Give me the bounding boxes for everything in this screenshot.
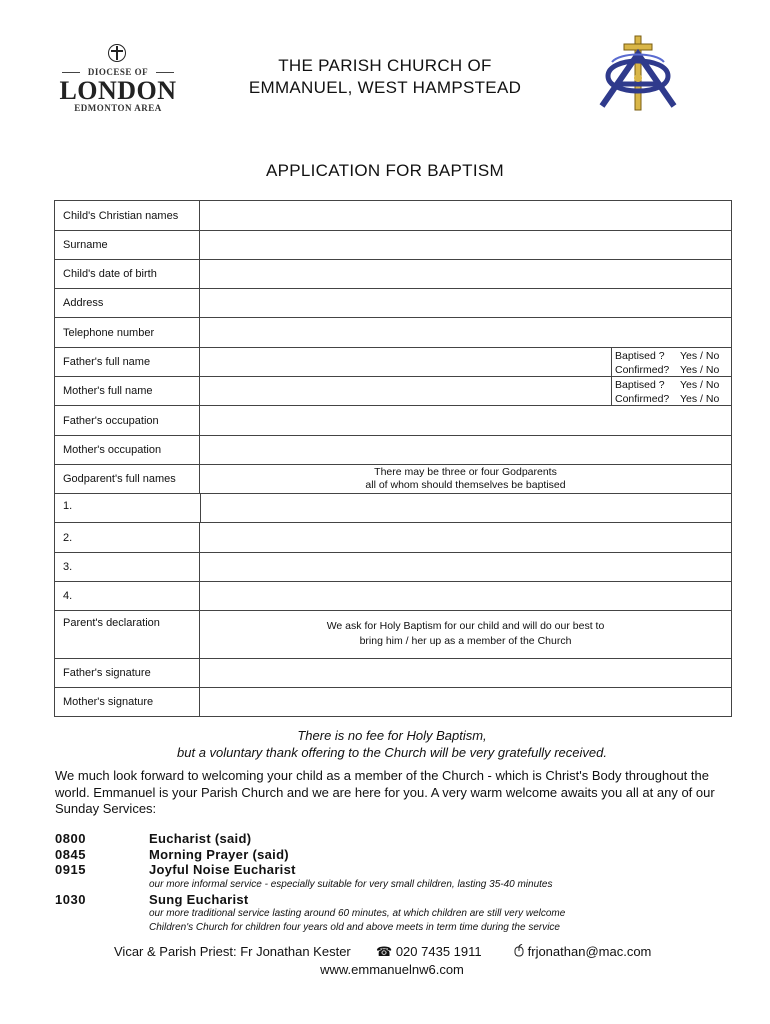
service-name: Joyful Noise Eucharist	[149, 862, 296, 877]
yes-no[interactable]: Yes / No	[680, 364, 720, 376]
divider	[156, 72, 174, 73]
field-surname[interactable]	[200, 231, 731, 259]
baptism-form	[54, 200, 732, 717]
service-time: 0915	[55, 862, 86, 877]
field-father-occupation[interactable]	[200, 406, 731, 435]
service-time: 0800	[55, 831, 86, 846]
church-title-line1: THE PARISH CHURCH OF	[278, 56, 492, 75]
baptised-label: Baptised ?	[615, 350, 665, 362]
declaration-line2: bring him / her up as a member of the Church	[359, 635, 572, 647]
mother-baptised-confirmed	[611, 377, 731, 405]
form-row-father-occupation[interactable]	[55, 405, 731, 435]
label-godparents: Godparent's full names	[55, 465, 200, 493]
service-name: Sung Eucharist	[149, 891, 249, 907]
mouse-icon	[514, 944, 524, 957]
label-father-name: Father's full name	[55, 348, 200, 376]
service-description: our more traditional service lasting around 60 minutes, at which children are still very welcome	[149, 908, 566, 919]
diocese-logo	[52, 44, 184, 116]
service-item	[55, 892, 730, 936]
form-row-father-name[interactable]	[55, 347, 731, 376]
service-time: 1030	[55, 891, 86, 907]
field-godparent-2[interactable]	[200, 523, 731, 552]
form-row-godparent-3[interactable]	[55, 552, 731, 581]
form-row-telephone[interactable]	[55, 317, 731, 347]
form-row-address[interactable]	[55, 288, 731, 317]
label-father-occupation: Father's occupation	[55, 406, 200, 435]
church-title	[200, 55, 570, 99]
label-mother-occupation: Mother's occupation	[55, 436, 200, 464]
field-godparent-1[interactable]	[200, 494, 731, 522]
field-father-signature[interactable]	[200, 659, 731, 687]
form-row-godparents	[55, 464, 731, 493]
yes-no[interactable]: Yes / No	[680, 350, 720, 362]
church-monogram-emblem-icon	[598, 34, 678, 114]
godparents-note-line1: There may be three or four Godparents	[374, 466, 557, 478]
label-mother-signature: Mother's signature	[55, 688, 200, 716]
baptised-label: Baptised ?	[615, 379, 665, 391]
confirmed-label: Confirmed?	[615, 364, 670, 376]
godparents-note-line2: all of whom should themselves be baptised	[365, 479, 566, 491]
field-mother-signature[interactable]	[200, 688, 731, 716]
form-row-dob[interactable]	[55, 259, 731, 288]
field-mother-occupation[interactable]	[200, 436, 731, 464]
telephone-icon: ☎	[376, 944, 393, 959]
sunday-services	[55, 831, 730, 935]
diocese-area: EDMONTON AREA	[74, 103, 162, 113]
service-item	[55, 831, 730, 847]
vicar-name: Vicar & Parish Priest: Fr Jonathan Kester	[114, 944, 351, 959]
email[interactable]	[514, 944, 651, 959]
field-father-name[interactable]	[200, 348, 731, 376]
fee-note	[54, 727, 730, 761]
godparent-3-number: 3.	[55, 553, 200, 581]
father-baptised-confirmed	[611, 348, 731, 376]
email-address[interactable]: frjonathan@mac.com	[527, 944, 652, 959]
declaration-text	[200, 611, 731, 658]
label-father-signature: Father's signature	[55, 659, 200, 687]
label-childs-names: Child's Christian names	[55, 201, 200, 230]
service-name: Eucharist (said)	[149, 831, 252, 846]
form-row-declaration	[55, 610, 731, 658]
field-mother-name[interactable]	[200, 377, 731, 405]
godparent-2-number: 2.	[55, 523, 200, 552]
church-title-line2: EMMANUEL, WEST HAMPSTEAD	[248, 78, 522, 97]
label-telephone: Telephone number	[55, 318, 200, 347]
form-row-surname[interactable]	[55, 230, 731, 259]
label-declaration: Parent's declaration	[55, 611, 200, 658]
fee-line1: There is no fee for Holy Baptism,	[297, 728, 487, 743]
fee-line2: but a voluntary thank offering to the Church will be very gratefully received.	[177, 745, 607, 760]
form-row-father-signature[interactable]	[55, 658, 731, 687]
intro-paragraph: We much look forward to welcoming your child as a member of the Church - which is Christ's Body throughout the world. Emmanuel is your Parish Church and we are here for you. A very warm welcome awaits you all at any of our Sunday Services:	[55, 768, 715, 816]
phone	[376, 944, 482, 960]
field-godparent-3[interactable]	[200, 553, 731, 581]
service-description: our more informal service - especially suitable for very small children, lasting 35-40 minutes	[149, 878, 553, 890]
label-address: Address	[55, 289, 200, 317]
field-telephone[interactable]	[200, 318, 731, 347]
form-row-godparent-4[interactable]	[55, 581, 731, 610]
yes-no[interactable]: Yes / No	[680, 393, 720, 405]
field-godparent-4[interactable]	[200, 582, 731, 610]
form-row-childs-names[interactable]	[55, 201, 731, 230]
service-time: 0845	[55, 846, 86, 862]
field-dob[interactable]	[200, 260, 731, 288]
diocese-main: LONDON	[59, 76, 177, 105]
service-item	[55, 847, 730, 863]
footer	[54, 944, 730, 977]
form-title: APPLICATION FOR BAPTISM	[265, 161, 504, 180]
declaration-line1: We ask for Holy Baptism for our child and will do our best to	[326, 620, 605, 632]
field-address[interactable]	[200, 289, 731, 317]
label-dob: Child's date of birth	[55, 260, 200, 288]
form-row-godparent-2[interactable]	[55, 522, 731, 552]
website[interactable]: www.emmanuelnw6.com	[320, 962, 464, 977]
form-row-godparent-1[interactable]	[55, 493, 731, 522]
diocese-top: DIOCESE OF	[87, 67, 149, 77]
field-childs-names[interactable]	[200, 201, 731, 230]
godparent-1-number: 1.	[63, 500, 73, 512]
form-row-mother-name[interactable]	[55, 376, 731, 405]
label-surname: Surname	[55, 231, 200, 259]
godparent-4-number: 4.	[55, 582, 200, 610]
yes-no[interactable]: Yes / No	[680, 379, 720, 391]
service-name: Morning Prayer (said)	[149, 846, 289, 862]
confirmed-label: Confirmed?	[615, 393, 670, 405]
form-row-mother-signature[interactable]	[55, 687, 731, 716]
form-row-mother-occupation[interactable]	[55, 435, 731, 464]
service-item	[55, 862, 730, 892]
service-description-2: Children's Church for children four years old and above meets in term time during the service	[149, 922, 560, 933]
cross-icon	[108, 44, 126, 62]
godparents-note	[200, 465, 731, 493]
phone-number: 020 7435 1911	[395, 944, 482, 959]
label-mother-name: Mother's full name	[55, 377, 200, 405]
